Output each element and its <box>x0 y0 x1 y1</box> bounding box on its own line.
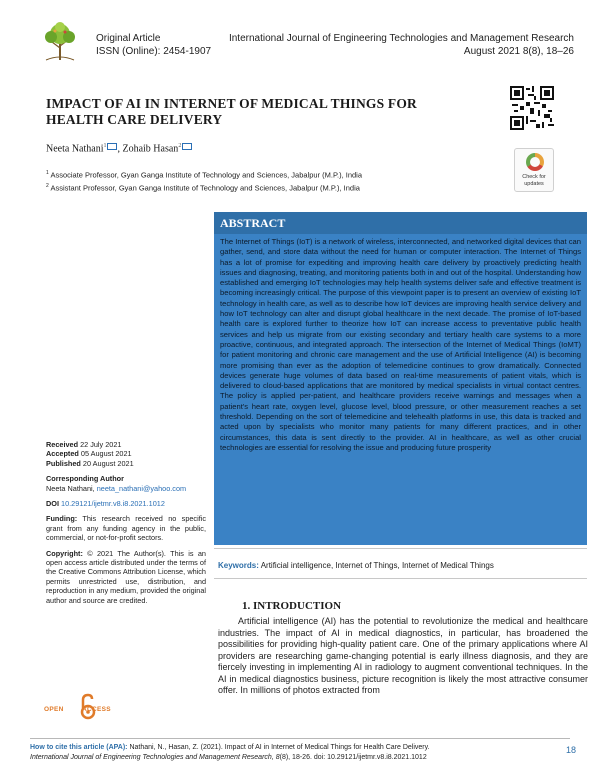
affiliation: Associate Professor, Gyan Ganga Institute of Technology and Sciences, Jabalpur (M.P.), India <box>50 170 363 180</box>
dates <box>46 440 206 468</box>
accepted-date: 05 August 2021 <box>80 449 132 459</box>
keywords-label: Keywords: <box>218 561 259 570</box>
corresponding-email-link[interactable]: neeta_nathani@yahoo.com <box>96 483 187 493</box>
journal-logo <box>38 18 82 62</box>
copyright-label: Copyright: <box>46 548 83 558</box>
cite-label: How to cite this article (APA): <box>30 744 128 751</box>
keywords <box>218 561 494 570</box>
affil-sup: 2 <box>46 182 49 189</box>
affiliations <box>46 168 362 193</box>
check-for-updates-badge[interactable] <box>514 148 554 192</box>
badge-line2: updates <box>524 180 544 187</box>
intro-paragraph: Artificial intelligence (AI) has the potential to revolutionize the medical and healthcare industries. The impact of AI in medical diagnostics, in particular, has broadened the possibilities for providing high-quality patient care. One of the primary applications where AI providers are researching game-changing potential is early illness diagnosis, and they are fiercely investing in implementing AI in radiology to augment conventional techniques. In the AI in medical diagnostics business, picture recognition is likely the most attractive consumer offer. In millions of photos extracted from <box>218 616 588 695</box>
copyright-text: © 2021 The Author(s). This is an open access article distributed under the terms of the Creative Commons Attribution License, which permits unrestricted use, distribution, and reproduction in any medium, provided the original author and source are credited. <box>46 548 206 605</box>
doi-link[interactable]: 10.29121/ijetmr.v8.i8.2021.1012 <box>61 499 165 509</box>
abstract-box <box>214 212 587 545</box>
author-list: Neeta Nathani$^1$ , Zohaib Hasan$^2$ <box>46 143 192 154</box>
update-circle-icon <box>526 153 544 171</box>
email-icon[interactable] <box>107 143 117 150</box>
issue-info: August 2021 8(8), 18–26 <box>463 46 574 57</box>
received-label: Received <box>46 440 79 449</box>
badge-line1: Check for <box>522 174 546 180</box>
corresponding-author <box>46 474 206 493</box>
header-right <box>229 32 574 58</box>
article-info <box>46 440 206 611</box>
divider <box>214 578 587 579</box>
access-text: ACCESS <box>82 706 111 713</box>
accepted-label: Accepted <box>46 449 79 459</box>
page-number: 18 <box>565 745 576 755</box>
corresponding-name: Neeta Nathani, <box>46 483 95 493</box>
affil-sup: 1 <box>46 170 49 176</box>
author-sup: 1 <box>103 143 107 149</box>
citation <box>30 743 550 763</box>
qr-code-icon[interactable] <box>510 86 554 130</box>
author-sup: 2 <box>178 143 182 149</box>
corresponding-label: Corresponding Author <box>46 474 124 484</box>
published-date: 20 August 2021 <box>82 458 134 468</box>
copyright <box>46 549 206 605</box>
paper-title: IMPACT OF AI IN INTERNET OF MEDICAL THINGS FOR HEALTH CARE DELIVERY <box>46 96 418 127</box>
cite-volume: 8 <box>275 754 280 761</box>
header-left <box>96 32 211 58</box>
funding <box>46 514 206 542</box>
doi-label: DOI <box>46 499 59 509</box>
published-label: Published <box>46 458 81 468</box>
divider <box>214 548 587 549</box>
footer-divider <box>30 738 570 739</box>
affiliation: Assistant Professor, Gyan Ganga Institute of Technology and Sciences, Jabalpur (M.P.), India <box>50 183 360 192</box>
issn: ISSN (Online): 2454-1907 <box>96 46 212 57</box>
abstract-heading: ABSTRACT <box>214 212 587 234</box>
open-text: OPEN <box>44 706 64 713</box>
funding-text: This research received no specific grant from any funding agency in the public, commercial, or not-for-profit sectors. <box>46 514 206 543</box>
author-name: Zohaib Hasan <box>122 143 179 155</box>
article-type: Original Article <box>96 33 161 44</box>
section-heading: 1. INTRODUCTION <box>242 600 342 612</box>
abstract-text: The Internet of Things (IoT) is a network of wireless, interconnected, and networked digital devices that can gather, send, and store data without the need for human or computer interaction. The Internet of Things has a lot of promise for expediting and improving health care delivery by proactively predicting health issues and diagnosing, treating, and monitoring patients both in and out of the hospital. Understanding how established and emerging IoT technologies may help health systems deliver safe and effective treatment is becoming increasingly critical. The purpose of this viewpoint paper is to present an overview of existing IoT technology in health care, as well as to describe how IoT devices are improving health service delivery and how IoT technology can alter and disrupt global healthcare in the next decade. The promise of IoT-based health care is explored further to theorize how IoT can increase access to preventative public health services and help us migrate from our existing secondary and tertiary health care systems to a more proactive, continuous, and integrated approach. The intersection of the Internet of Medical Things (IoMT) for patient monitoring and chronic care management and the use of Artificial Intelligence (AI) is becoming more promising than ever as the adoption of telemedicine continues to grow dramatically. Connected devices generate huge volumes of data based on real-time measurements of patient vitals, which is delivered to cloud-based applications that are monitored by medical specialists in virtual contact centres. The policy is applied per-patient, and healthcare providers receive warnings and messages when a patient's heart rate, oxygen level, glucose level, blood pressure, or other measurement reaches a set threshold. Depending on the sort of telemedicine and telehealth platforms in use, this data is tracked and acted upon by specialists who monitor many patients for many different practices, and in other circumstances, this data is sent directly to the provider. AI in healthcare, as well as other crucial technologies are essential for resolving the issue and producing future prosperity <box>220 237 581 452</box>
cite-rest: (8), 18-26. doi: 10.29121/ijetmr.v8.i8.2021.1012 <box>279 754 427 761</box>
funding-label: Funding: <box>46 514 78 524</box>
email-icon[interactable] <box>182 143 192 150</box>
cite-text: Nathani, N., Hasan, Z. (2021). Impact of AI in Internet of Medical Things for Health Care Delivery. <box>129 744 430 751</box>
doi <box>46 499 206 508</box>
cite-journal: International Journal of Engineering Technologies and Management Research, <box>30 754 274 761</box>
journal-name: International Journal of Engineering Technologies and Management Research <box>228 33 574 44</box>
received-date: 22 July 2021 <box>80 440 122 449</box>
author-name: Neeta Nathani <box>46 143 104 155</box>
keywords-text: Artificial intelligence, Internet of Things, Internet of Medical Things <box>260 561 494 570</box>
